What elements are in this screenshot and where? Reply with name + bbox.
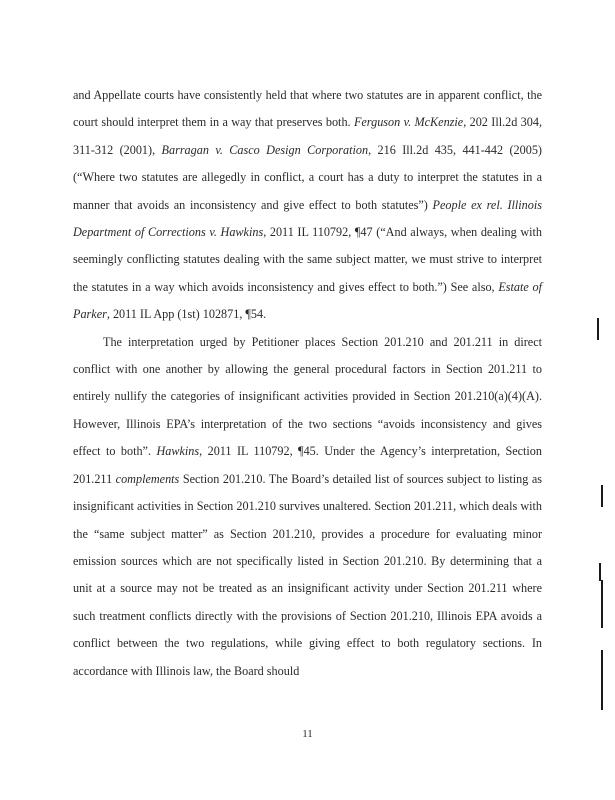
case-citation-italic: Estate of Parker <box>73 279 543 322</box>
scan-edge-mark <box>601 485 603 507</box>
paragraph-interpretation-argument <box>73 329 542 685</box>
text-segment: and Appellate courts have consistently held that where two statutes are in apparent conflict, the court should interpret them in a way that preserves both. <box>73 88 542 130</box>
text-segment: , 2011 IL 110792, ¶45. Under the Agency’s interpretation, Section 201.211 <box>73 444 542 486</box>
text-segment: , 202 Ill.2d 304, 311-312 (2001), <box>73 115 543 157</box>
case-citation-italic: complements <box>115 471 180 486</box>
text-segment: , 216 Ill.2d 435, 441-442 (2005) (“Where two statutes are allegedly in conflict, a court has a duty to interpret the statutes in a manner that avoids an inconsistency and give effect to both statutes”) <box>73 142 542 212</box>
scan-edge-mark <box>601 580 603 628</box>
body-text <box>73 82 542 685</box>
case-citation-italic: People ex rel. Illinois Department of Corrections v. Hawkins <box>73 197 542 240</box>
scan-edge-mark <box>601 650 603 710</box>
text-segment: The interpretation urged by Petitioner places Section 201.210 and 201.211 in direct conflict with one another by allowing the general procedural factors in Section 201.211 to entirely nullify the categories of insignificant activities provided in Section 201.210(a)(4)(A). However, Illinois EPA’s interpretation of the two sections “avoids inconsistency and gives effect to both”. <box>73 334 542 459</box>
text-segment: , 2011 IL App (1st) 102871, ¶54. <box>106 307 267 322</box>
paragraph-conflict-precedent <box>73 82 542 329</box>
case-citation-italic: Ferguson v. McKenzie <box>353 115 464 130</box>
text-segment: , 2011 IL 110792, ¶47 (“And always, when dealing with seemingly conflicting statutes dealing with the same subject matter, we must strive to interpret the statutes in a way which avoids inconsistency and gives effect to both.”) See also, <box>73 225 542 294</box>
scan-edge-mark <box>597 318 599 340</box>
text-segment: Section 201.210. The Board’s detailed list of sources subject to listing as insignificant activities in Section 201.210 survives unaltered. Section 201.211, which deals with the “same subject matter” as Section 201.210, provides a procedure for evaluating minor emission sources which are not specifically listed in Section 201.210. By determining that a unit at a source may not be treated as an insignificant activity under Section 201.211 where such treatment conflicts directly with the provisions of Section 201.210, Illinois EPA avoids a conflict between the two regulations, while giving effect to both regulatory sections. In accordance with Illinois law, the Board should <box>73 471 542 678</box>
case-citation-italic: Hawkins <box>156 444 200 459</box>
case-citation-italic: Barragan v. Casco Design Corporation <box>161 142 369 157</box>
scan-edge-mark <box>599 563 601 581</box>
page-number: 11 <box>302 728 313 740</box>
